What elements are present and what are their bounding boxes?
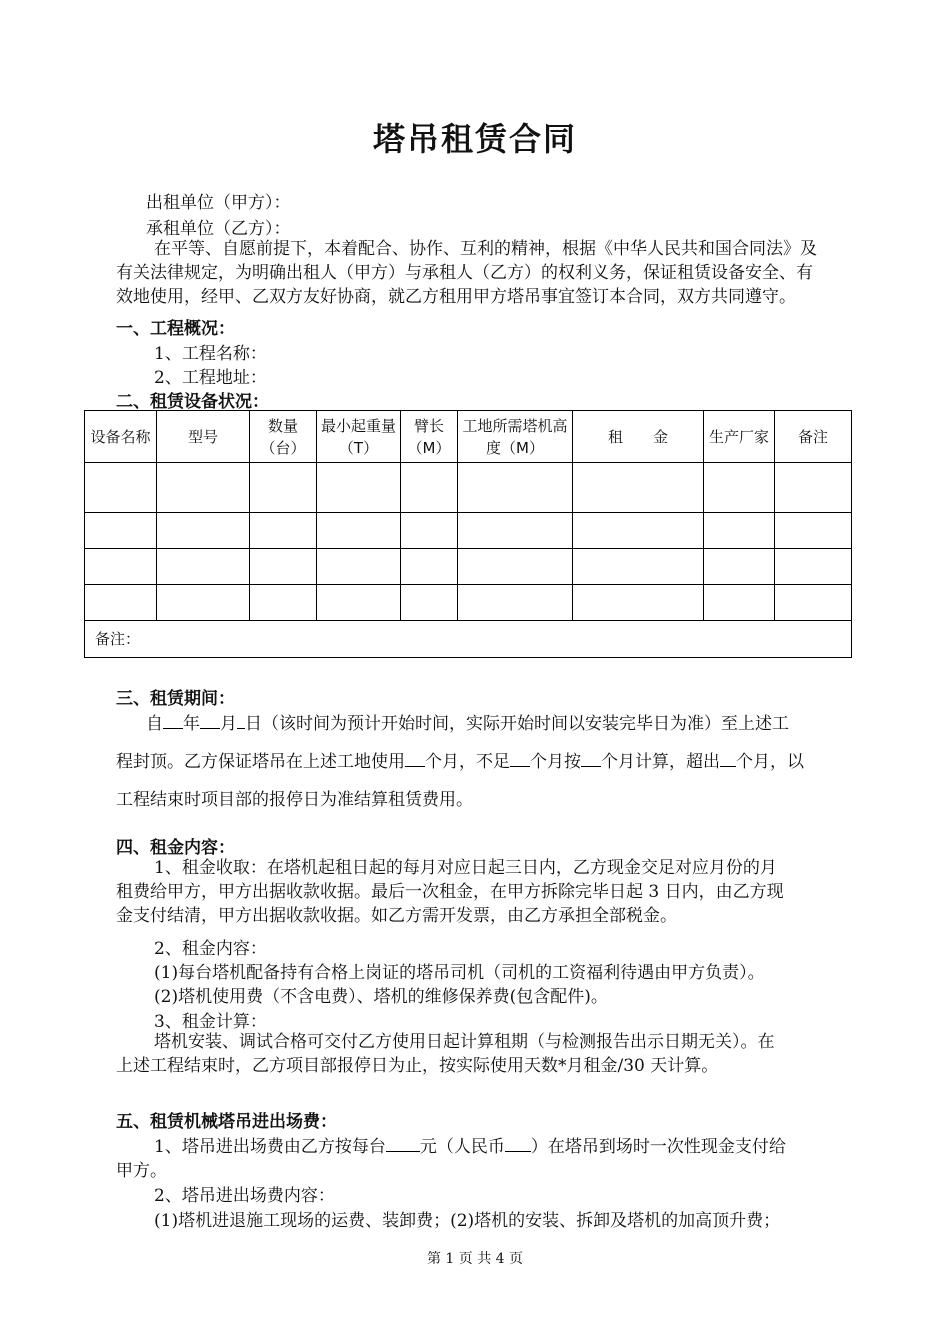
col-header: 型号	[157, 411, 250, 463]
text-run: 1、塔吊进出场费由乙方按每台	[154, 1137, 386, 1157]
para-line: 上述工程结束时，乙方项目部报停日为止，按实际使用天数*月租金/30 天计算。	[116, 1056, 719, 1076]
period-line-1	[146, 709, 789, 734]
lessee-line: 承租单位（乙方）：	[146, 219, 291, 239]
project-name-line: 1、工程名称：	[154, 344, 267, 364]
section-5-heading: 五、租赁机械塔吊进出场费：	[116, 1112, 337, 1132]
blank-field	[200, 710, 220, 729]
contract-title: 塔吊租赁合同	[372, 120, 577, 158]
section-3-heading: 三、租赁期间：	[116, 689, 235, 709]
rent-content-item-1: (1)每台塔机配备持有合格上岗证的塔吊司机（司机的工资福利待遇由甲方负责）。	[154, 963, 765, 983]
section-2-heading: 二、租赁设备状况：	[116, 392, 269, 412]
entry-fee-content-text: (1)塔机进退施工现场的运费、装卸费；(2)塔机的安装、拆卸及塔机的加高顶升费；	[154, 1211, 781, 1231]
col-header: 臂长（M）	[401, 411, 458, 463]
table-note-row	[85, 621, 852, 658]
blank-field	[237, 710, 245, 729]
text-run: 程封顶。乙方保证塔吊在上述工地使用	[116, 752, 405, 772]
table-row	[85, 463, 852, 513]
text-run: 个月计算，超出	[601, 752, 720, 772]
text-run: 个月按	[530, 752, 581, 772]
rent-content-item-2: (2)塔机使用费（不含电费）、塔机的维修保养费(包含配件)。	[154, 987, 608, 1007]
equipment-table	[84, 410, 852, 658]
text-run: 日（该时间为预计开始时间，实际开始时间以安装完毕日为准）至上述工	[245, 714, 789, 734]
entry-fee-line	[154, 1132, 786, 1157]
text-run: ）在塔吊到场时一次性现金支付给	[530, 1137, 786, 1157]
entry-fee-content-label: 2、塔吊进出场费内容：	[154, 1186, 335, 1206]
col-header: 数量（台）	[250, 411, 317, 463]
table-header-row	[85, 411, 852, 463]
entry-fee-line-2: 甲方。	[116, 1161, 167, 1181]
text-run: 年	[183, 714, 200, 734]
col-header: 设备名称	[85, 411, 157, 463]
blank-field	[505, 1133, 531, 1152]
col-header: 备注	[775, 411, 852, 463]
intro-line-2: 有关法律规定，为明确出租人（甲方）与承租人（乙方）的权利义务，保证租赁设备安全、有	[116, 263, 813, 283]
period-line-3: 工程结束时项目部的报停日为准结算租赁费用。	[116, 790, 473, 810]
para-line: 1、租金收取：在塔机起租日起的每月对应日起三日内，乙方现金交足对应月份的月	[154, 858, 777, 878]
table-note: 备注：	[85, 621, 852, 658]
blank-field	[163, 710, 183, 729]
text-run: 个月，以	[736, 752, 804, 772]
project-address-line: 2、工程地址：	[154, 368, 267, 388]
text-run: 个月，不足	[425, 752, 510, 772]
lessor-line: 出租单位（甲方）：	[146, 193, 291, 213]
col-header: 工地所需塔机高度（M）	[458, 411, 573, 463]
blank-field	[386, 1133, 420, 1152]
col-header: 租 金	[573, 411, 704, 463]
para-line: 租费给甲方，甲方出据收款收据。最后一次租金，在甲方拆除完毕日起 3 日内，由乙方现	[116, 882, 784, 902]
text-run: 月	[220, 714, 237, 734]
col-header: 生产厂家	[704, 411, 775, 463]
blank-field	[405, 748, 425, 767]
period-line-2	[116, 747, 804, 772]
table-row	[85, 513, 852, 549]
col-header: 最小起重量（T）	[317, 411, 401, 463]
intro-paragraph	[116, 237, 850, 309]
rent-calc-paragraph	[116, 1030, 850, 1078]
page-footer: 第 1 页 共 4 页	[426, 1251, 524, 1267]
blank-field	[581, 748, 601, 767]
intro-line-1: 在平等、自愿前提下，本着配合、协作、互利的精神，根据《中华人民共和国合同法》及	[154, 239, 817, 259]
section-4-heading: 四、租金内容：	[116, 838, 235, 858]
para-line: 金支付结清，甲方出据收款收据。如乙方需开发票，由乙方承担全部税金。	[116, 906, 677, 926]
text-run: 自	[146, 714, 163, 734]
rent-calc-label: 3、租金计算：	[154, 1012, 267, 1032]
rent-collection-paragraph	[116, 856, 850, 928]
table-row	[85, 585, 852, 621]
section-1-heading: 一、工程概况：	[116, 319, 235, 339]
para-line: 塔机安装、调试合格可交付乙方使用日起计算租期（与检测报告出示日期无关）。在	[154, 1032, 775, 1052]
text-run: 元（人民币	[419, 1137, 505, 1157]
intro-line-3: 效地使用，经甲、乙双方友好协商，就乙方租用甲方塔吊事宜签订本合同，双方共同遵守。	[116, 287, 796, 307]
blank-field	[510, 748, 530, 767]
blank-field	[720, 748, 736, 767]
table-row	[85, 549, 852, 585]
rent-content-label: 2、租金内容：	[154, 939, 267, 959]
